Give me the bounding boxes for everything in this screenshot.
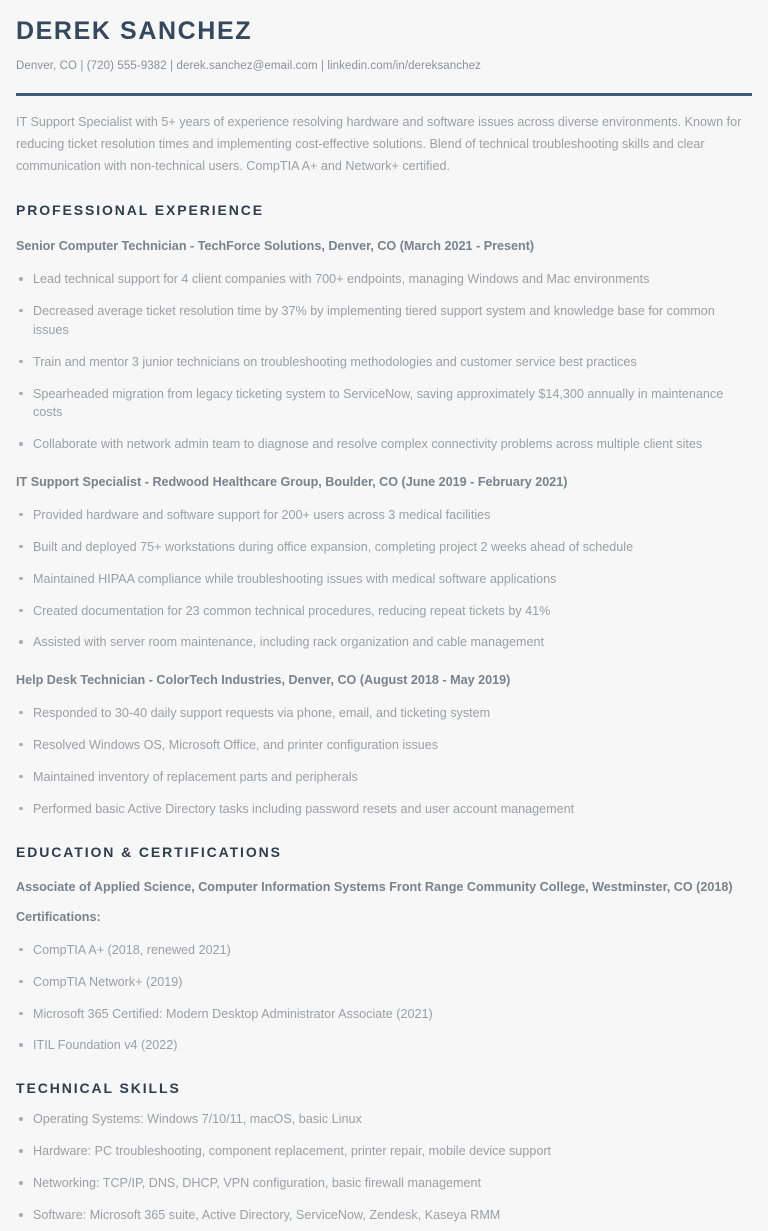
skills-list — [16, 1110, 752, 1231]
certifications-label: Certifications: — [16, 910, 101, 925]
list-item: Resolved Windows OS, Microsoft Office, and printer configuration issues — [16, 736, 752, 755]
job-title: Help Desk Technician - ColorTech Industries, Denver, CO (August 2018 - May 2019) — [16, 673, 511, 688]
page-title: DEREK SANCHEZ — [16, 17, 253, 45]
professional-summary: IT Support Specialist with 5+ years of experience resolving hardware and software issues across diverse environments. Known for reducing ticket resolution times and implementing cost-effective solutions. Blend of technical troubleshooting skills and clear communication with non-technical users. CompTIA A+ and Network+ certified. — [16, 115, 742, 173]
list-item: Microsoft 365 Certified: Modern Desktop Administrator Associate (2021) — [16, 1005, 752, 1024]
job-bullets — [16, 270, 752, 454]
list-item: Software: Microsoft 365 suite, Active Directory, ServiceNow, Zendesk, Kaseya RMM — [16, 1206, 752, 1231]
job-title: Senior Computer Technician - TechForce Solutions, Denver, CO (March 2021 - Present) — [16, 239, 535, 254]
job-bullets — [16, 704, 752, 819]
experience-entry — [16, 474, 752, 652]
list-item: ITIL Foundation v4 (2022) — [16, 1036, 752, 1055]
list-item: Responded to 30-40 daily support requests via phone, email, and ticketing system — [16, 704, 752, 723]
list-item: Decreased average ticket resolution time by 37% by implementing tiered support system and knowledge base for common issues — [16, 302, 752, 340]
contact-line: Denver, CO | (720) 555-9382 | derek.sanchez@email.com | linkedin.com/in/dereksanchez — [16, 59, 481, 72]
job-bullets — [16, 506, 752, 652]
list-item: Built and deployed 75+ workstations during office expansion, completing project 2 weeks ahead of schedule — [16, 538, 752, 557]
certifications-list — [16, 941, 752, 1056]
list-item: Maintained HIPAA compliance while troubleshooting issues with medical software applications — [16, 570, 752, 589]
education-degree: Associate of Applied Science, Computer Information Systems Front Range Community College, Westminster, CO (2018) — [16, 879, 733, 894]
list-item: Created documentation for 23 common technical procedures, reducing repeat tickets by 41% — [16, 602, 752, 621]
list-item: Networking: TCP/IP, DNS, DHCP, VPN configuration, basic firewall management — [16, 1174, 752, 1193]
header-divider — [16, 93, 752, 96]
experience-entry — [16, 672, 752, 818]
experience-list — [16, 238, 752, 818]
list-item: Spearheaded migration from legacy ticketing system to ServiceNow, saving approximately $14,300 annually in maintenance costs — [16, 385, 752, 423]
list-item: Performed basic Active Directory tasks including password resets and user account management — [16, 800, 752, 819]
section-heading-skills: TECHNICAL SKILLS — [16, 1080, 181, 1097]
list-item: Collaborate with network admin team to diagnose and resolve complex connectivity problems across multiple client sites — [16, 435, 752, 454]
list-item: Hardware: PC troubleshooting, component replacement, printer repair, mobile device support — [16, 1142, 752, 1161]
list-item: Maintained inventory of replacement parts and peripherals — [16, 768, 752, 787]
list-item: Assisted with server room maintenance, including rack organization and cable management — [16, 633, 752, 652]
list-item: CompTIA A+ (2018, renewed 2021) — [16, 941, 752, 960]
list-item: Operating Systems: Windows 7/10/11, macOS, basic Linux — [16, 1110, 752, 1129]
section-heading-experience: PROFESSIONAL EXPERIENCE — [16, 202, 265, 219]
list-item: Provided hardware and software support for 200+ users across 3 medical facilities — [16, 506, 752, 525]
job-title: IT Support Specialist - Redwood Healthcare Group, Boulder, CO (June 2019 - February 2021) — [16, 475, 568, 490]
list-item: Train and mentor 3 junior technicians on troubleshooting methodologies and customer service best practices — [16, 353, 752, 372]
experience-entry — [16, 238, 752, 454]
section-heading-education: EDUCATION & CERTIFICATIONS — [16, 843, 282, 860]
list-item: Lead technical support for 4 client companies with 700+ endpoints, managing Windows and Mac environments — [16, 270, 752, 289]
list-item: CompTIA Network+ (2019) — [16, 973, 752, 992]
